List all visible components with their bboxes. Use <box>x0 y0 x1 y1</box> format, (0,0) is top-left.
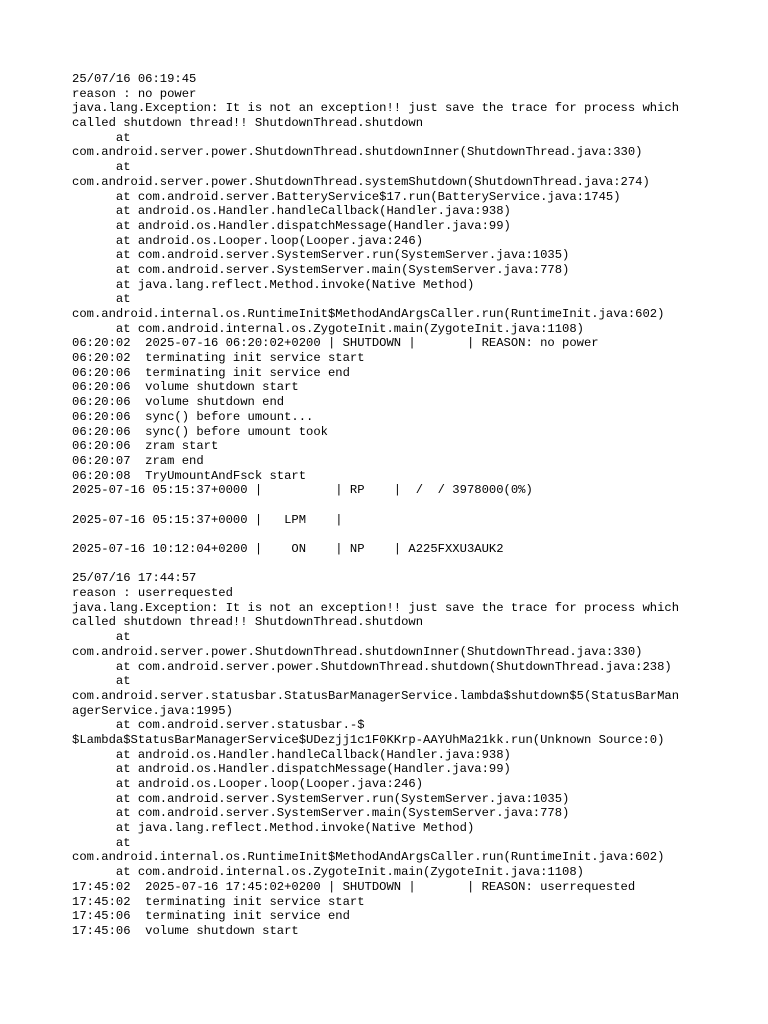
log-line: at com.android.server.SystemServer.main(SystemServer.java:778) <box>72 806 570 821</box>
log-line: 25/07/16 17:44:57 <box>72 571 197 586</box>
log-line: at com.android.server.SystemServer.run(SystemServer.java:1035) <box>72 791 570 806</box>
log-line: at android.os.Handler.dispatchMessage(Handler.java:99) <box>72 218 511 233</box>
log-line: 06:20:02 2025-07-16 06:20:02+0200 | SHUTDOWN | | REASON: no power <box>72 336 599 351</box>
log-line: 06:20:06 volume shutdown end <box>72 395 285 410</box>
log-line: reason : userrequested <box>72 586 233 601</box>
log-line: 06:20:06 sync() before umount... <box>72 409 314 424</box>
log-line: at android.os.Handler.handleCallback(Handler.java:938) <box>72 747 511 762</box>
log-line: java.lang.Exception: It is not an exception!! just save the trace for process which <box>72 101 680 116</box>
log-line: at <box>72 674 131 689</box>
log-line: at <box>72 292 131 307</box>
log-line: at com.android.server.power.ShutdownThread.shutdown(ShutdownThread.java:238) <box>72 659 672 674</box>
log-line: at com.android.server.SystemServer.run(SystemServer.java:1035) <box>72 248 570 263</box>
log-line: 2025-07-16 05:15:37+0000 | LPM | <box>72 512 343 527</box>
log-line <box>72 498 712 513</box>
log-line: at java.lang.reflect.Method.invoke(Native Method) <box>72 821 475 836</box>
log-line: 25/07/16 06:19:45 <box>72 72 197 86</box>
log-line: at com.android.server.SystemServer.main(SystemServer.java:778) <box>72 262 570 277</box>
log-line: at <box>72 160 131 175</box>
log-line: at com.android.internal.os.ZygoteInit.main(ZygoteInit.java:1108) <box>72 321 584 336</box>
log-line: at android.os.Handler.handleCallback(Handler.java:938) <box>72 204 511 219</box>
log-line: called shutdown thread!! ShutdownThread.shutdown <box>72 615 424 630</box>
log-line: com.android.internal.os.RuntimeInit$MethodAndArgsCaller.run(RuntimeInit.java:602) <box>72 307 665 321</box>
log-document <box>72 72 712 939</box>
log-line: agerService.java:1995) <box>72 703 233 718</box>
log-line: 06:20:06 volume shutdown start <box>72 380 299 395</box>
log-line: at java.lang.reflect.Method.invoke(Native Method) <box>72 277 475 292</box>
log-line: com.android.server.power.ShutdownThread.systemShutdown(ShutdownThread.java:274) <box>72 174 650 189</box>
log-line: at com.android.server.statusbar.-$ <box>72 718 365 733</box>
log-line: at android.os.Handler.dispatchMessage(Handler.java:99) <box>72 762 511 777</box>
log-line: 06:20:07 zram end <box>72 453 204 468</box>
log-line: at <box>72 130 131 145</box>
log-line: 06:20:06 zram start <box>72 439 219 454</box>
log-line: reason : no power <box>72 86 197 101</box>
log-line: at <box>72 630 131 645</box>
log-line: 06:20:08 TryUmountAndFsck start <box>72 468 307 483</box>
log-line: 2025-07-16 05:15:37+0000 | | RP | / / 3978000(0%) <box>72 483 533 498</box>
log-line: com.android.server.power.ShutdownThread.shutdownInner(ShutdownThread.java:330) <box>72 644 643 659</box>
log-line: 2025-07-16 10:12:04+0200 | ON | NP | A225FXXU3AUK2 <box>72 542 504 556</box>
log-line: 17:45:02 terminating init service start <box>72 894 365 909</box>
log-line: 06:20:06 terminating init service end <box>72 365 350 380</box>
log-line: at android.os.Looper.loop(Looper.java:246) <box>72 233 424 248</box>
log-line <box>72 527 712 542</box>
log-line: at android.os.Looper.loop(Looper.java:246) <box>72 777 424 791</box>
log-line: 17:45:06 terminating init service end <box>72 909 350 924</box>
log-line: 17:45:02 2025-07-16 17:45:02+0200 | SHUTDOWN | | REASON: userrequested <box>72 879 636 894</box>
log-line: com.android.server.power.ShutdownThread.shutdownInner(ShutdownThread.java:330) <box>72 145 643 160</box>
log-line: $Lambda$StatusBarManagerService$UDezjj1c1F0KKrp-AAYUhMa21kk.run(Unknown Source:0) <box>72 732 665 747</box>
log-line: com.android.server.statusbar.StatusBarManagerService.lambda$shutdown$5(StatusBarMan <box>72 688 680 703</box>
log-line: at <box>72 835 131 850</box>
log-line: called shutdown thread!! ShutdownThread.shutdown <box>72 116 424 131</box>
log-line: com.android.internal.os.RuntimeInit$MethodAndArgsCaller.run(RuntimeInit.java:602) <box>72 850 665 865</box>
log-line: 06:20:06 sync() before umount took <box>72 424 328 439</box>
log-line: 17:45:06 volume shutdown start <box>72 923 299 938</box>
log-line: 06:20:02 terminating init service start <box>72 351 365 366</box>
log-line: at com.android.internal.os.ZygoteInit.main(ZygoteInit.java:1108) <box>72 865 584 880</box>
log-line: at com.android.server.BatteryService$17.run(BatteryService.java:1745) <box>72 189 621 204</box>
log-line: java.lang.Exception: It is not an exception!! just save the trace for process which <box>72 600 680 615</box>
log-line <box>72 557 712 572</box>
